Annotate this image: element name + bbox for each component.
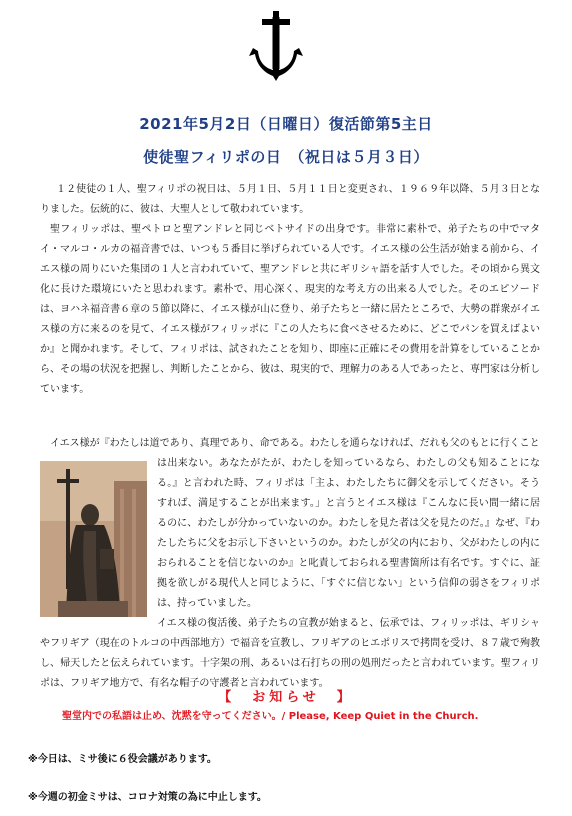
page-subtitle: 使徒聖フィリポの日 （祝日は５月３日） — [143, 148, 429, 166]
notice-item-mass-cancelled: ※今週の初金ミサは、コロナ対策の為に中止します。 — [28, 792, 267, 803]
paragraph-intro: １２使徒の１人、聖フィリポの祝日は、５月１日、５月１１日と変更され、１９６９年以降、５月３日となりました。伝統的に、彼は、大聖人として敬われています。 — [40, 184, 540, 215]
paragraph-scripture-start: イエス様が『わたしは道であり、真理であり、命である。わたしを通らなければ、だれも父のもとに行くこと — [50, 438, 540, 449]
paragraph-background: 聖フィリッポは、聖ペトロと聖アンドレと同じベトサイドの出身です。非常に素朴で、弟子たちの中でマタイ・マルコ・ルカの福音書では、いつも５番目に挙げられている人です。イエス様の公生活が始まる前から、イエス様の周りにいた集団の１人と言われていて、聖アンドレと共にギリシャ語を話す人でした。その頃から異文化に長けた環境にいたと思われます。素朴で、用心深く、現実的な考え方の出来る人でした。そのエピソードは、ヨハネ福音書６章の５節以降に、イエス様が山に登り、弟子たちと一緒に居たところで、大勢の群衆がイエス様の方に来るのを見て、イエス様がフィリッポに『この人たちに食べさせるために、どこでパンを買えばよいか』と聞かれます。そして、フィリポは、試されたことを知り、即座に正確にその費用を計算をしていることから、その場の状況を把握し、判断したことから、彼は、現実的で、理解力のある人であったと、専門家は分析しています。 — [40, 224, 540, 395]
notice-item-meeting: ※今日は、ミサ後に６役会議があります。 — [28, 754, 217, 765]
paragraph-martyrdom: イエス様の復活後、弟子たちの宣教が始まると、伝承では、フィリッポは、ギリシャやフリギア（現在のトルコの中西部地方）で福音を宣教し、フリギアのヒエポリスで拷問を受け、８７歳で殉教し、帰天したと伝えられています。十字架の刑、あるいは石打ちの刑の処刑だったと言われています。聖フィリポは、フリギア地方で、有名な帽子の守護者と言われています。 — [40, 618, 540, 689]
statue-of-saint-philip-photo — [40, 461, 147, 617]
paragraph-scripture: は出来ない。あなたがたが、わたしを知っているなら、わたしの父も知ることになる。』と言われた時、フィリポは「主よ、わたしたちに御父を示してください。そうすれば、満足することが出来ます。」と言うとイエス様は『こんなに長い間一緒に居るのに、わたしが分かっていないのか。わたしを見た者は父を見たのだ。』なぜ、『わたしたちに父をお示し下さいというのか。わたしが父の内におり、父がわたしの内におられることを信じないのか』と叱責しておられる聖書箇所は有名です。すぐに、証拠を欲しがる現代人と同じように、「すぐに信じない」という信仰の弱さをフィリポは、持っていました。 — [157, 458, 540, 609]
page-title: 2021年5月2日（日曜日）復活節第5主日 — [139, 115, 433, 133]
notice-heading: 【 お知らせ 】 — [218, 690, 354, 705]
notice-quiet: 聖堂内での私語は止め、沈黙を守ってください。/ Please, Keep Quiet in the Church. — [62, 711, 479, 722]
anchor-icon — [249, 10, 303, 82]
statue-illustration — [40, 461, 147, 617]
